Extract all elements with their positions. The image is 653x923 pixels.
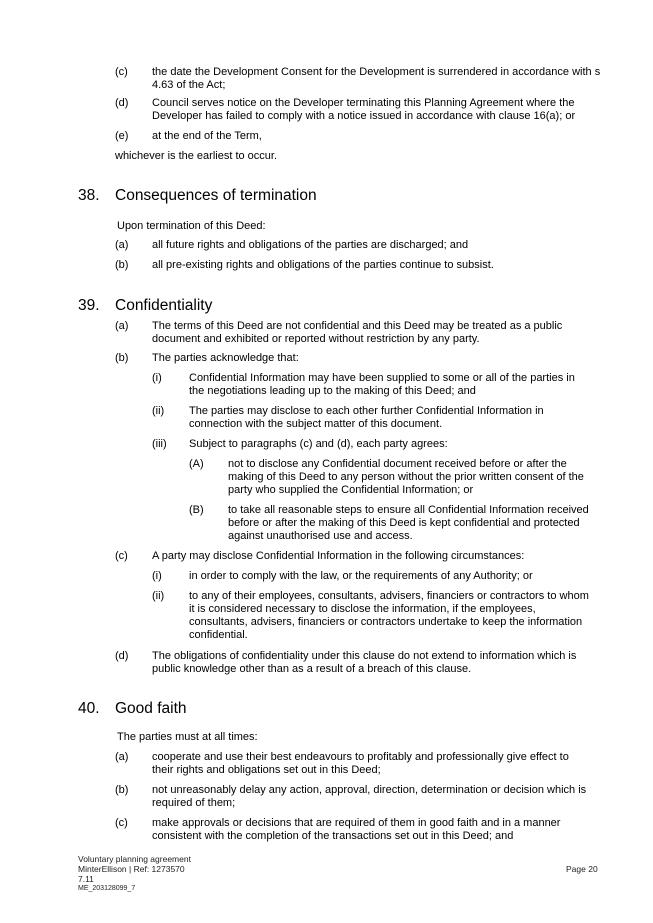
s40-a-text: cooperate and use their best endeavours to profitably and professionally give effect to their rights and obligations set out in this Deed; [152,751,569,776]
s39-a-text: The terms of this Deed are not confidential and this Deed may be treated as a public document and exhibited or reported without restriction by any party. [152,320,563,345]
intro-closing: whichever is the earliest to occur. [115,150,278,162]
s40-b-label: (b) [115,784,129,796]
section-39-number: 39. [78,297,100,314]
intro-d-text: Council serves notice on the Developer terminating this Planning Agreement where the Developer has failed to comply with a notice issued in accordance with clause 16(a); or [152,97,576,122]
s39-b-iii-A-text: not to disclose any Confidential document received before or after the making of this Deed to any person without the prior written consent of the party who supplied the Confidential Information; or [228,458,584,496]
section-40-lead: The parties must at all times: [117,731,258,743]
s39-b-iii-B-label: (B) [189,504,204,516]
s39-b-iii-text: Subject to paragraphs (c) and (d), each party agrees: [189,438,448,450]
footer-version: 7.11 [78,874,94,884]
footer-page-number: Page 20 [566,864,598,874]
s39-d-text: The obligations of confidentiality under this clause do not extend to information which is public knowledge other than as a result of a breach of this clause. [152,650,577,675]
s38-a-text: all future rights and obligations of the parties are discharged; and [152,239,469,251]
s39-b-ii-label: (ii) [152,405,165,417]
s39-b-iii-B-text: to take all reasonable steps to ensure all Confidential Information received before or after the making of this Deed is kept confidential and protected against unauthorised use and access. [228,504,589,542]
section-40-title: Good faith [115,700,187,717]
footer-document-title: Voluntary planning agreement [78,854,191,864]
intro-d-label: (d) [115,97,129,109]
s40-a-label: (a) [115,751,129,763]
s39-b-iii-label: (iii) [152,438,167,450]
s39-b-i-text: Confidential Information may have been supplied to some or all of the parties in the negotiations leading up to the making of this Deed; and [189,372,575,397]
section-39-title: Confidentiality [115,297,213,314]
s40-c-text: make approvals or decisions that are required of them in good faith and in a manner consistent with the completion of the transactions set out in this Deed; and [152,817,561,842]
footer-reference: MinterEllison | Ref: 1273570 [78,864,185,874]
s39-c-text: A party may disclose Confidential Information in the following circumstances: [152,550,525,562]
intro-e-label: (e) [115,130,129,142]
section-40-number: 40. [78,700,100,717]
s39-c-i-label: (i) [152,570,162,582]
s38-a-label: (a) [115,239,129,251]
s39-c-label: (c) [115,550,128,562]
s39-b-label: (b) [115,352,129,364]
s39-b-text: The parties acknowledge that: [152,352,299,364]
intro-c-text: the date the Development Consent for the Development is surrendered in accordance with s 4.63 of the Act; [152,66,601,91]
s39-c-i-text: in order to comply with the law, or the requirements of any Authority; or [189,570,533,582]
s40-c-label: (c) [115,817,128,829]
s39-b-i-label: (i) [152,372,162,384]
s39-c-ii-text: to any of their employees, consultants, advisers, financiers or contractors to whom it is considered necessary to disclose the information, if the employees, consultants, advisers, financiers or contractors undertake to keep the information confidential. [189,590,589,641]
s38-b-text: all pre-existing rights and obligations of the parties continue to subsist. [152,259,494,271]
s38-b-label: (b) [115,259,129,271]
section-38-title: Consequences of termination [115,187,317,204]
s39-c-ii-label: (ii) [152,590,165,602]
s39-b-iii-A-label: (A) [189,458,204,470]
intro-e-text: at the end of the Term, [152,130,262,142]
s39-d-label: (d) [115,650,129,662]
s39-a-label: (a) [115,320,129,332]
section-38-number: 38. [78,187,100,204]
intro-c-label: (c) [115,66,128,78]
section-38-lead: Upon termination of this Deed: [117,220,266,232]
footer-document-id: ME_203128099_7 [78,885,136,892]
s39-b-ii-text: The parties may disclose to each other further Confidential Information in connection with the subject matter of this document. [189,405,544,430]
s40-b-text: not unreasonably delay any action, approval, direction, determination or decision which is required of them; [152,784,587,809]
